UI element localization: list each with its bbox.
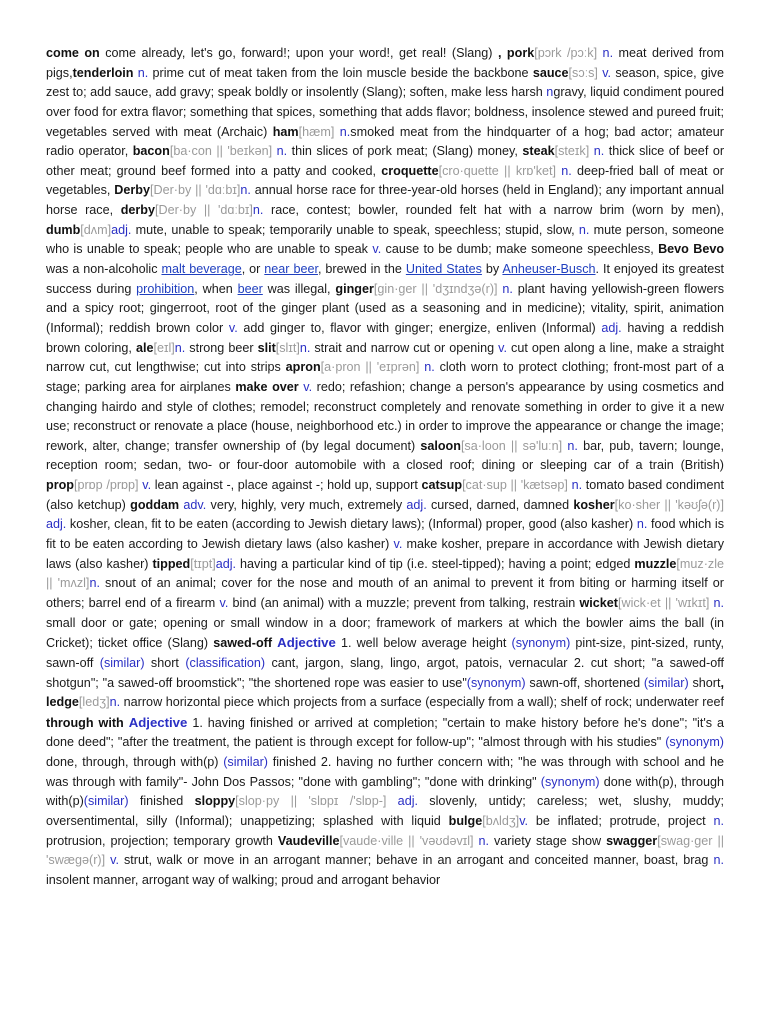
definition-text: was a non-alcoholic bbox=[46, 262, 162, 277]
definition-text: prime cut of meat taken from the loin muscle beside the backbone bbox=[148, 65, 533, 80]
part-of-speech: n. bbox=[252, 203, 264, 218]
definition-text: annual horse race for three-year-old horses (held in England); any important annual horse race, bbox=[46, 183, 724, 218]
definition-text: thick slice of beef or other meat; ground beef formed into a patty and cooked, bbox=[46, 144, 725, 178]
part-of-speech: v. bbox=[393, 537, 403, 552]
relation-tag: (synonym) bbox=[540, 774, 600, 789]
pronunciation: [gin·ger || 'dʒɪndʒə(r)] bbox=[373, 281, 498, 296]
definition-text: strait and narrow cut or opening bbox=[310, 340, 499, 355]
definition-text: kosher, clean, fit to be eaten (according to Jewish dietary laws); (Informal) proper, good (also kasher) bbox=[66, 517, 637, 532]
definition-text: redo; refashion; change a person's appearance by using cosmetics and changing hairdo and style of clothes; remodel; reconstruct completely and renovate something in order to give it a new use; reconstruct or renovate a place (house, neighborhood etc.) in order to improve the appearance or change the image; rework, alter, change; transfer ownership of (by legal document) bbox=[46, 379, 724, 453]
relation-tag: (similar) bbox=[223, 755, 268, 770]
definition-text: mute person, someone who is unable to speak; people who are unable to speak bbox=[46, 222, 724, 257]
definition-text: , or bbox=[241, 262, 265, 277]
definition-text: cloth worn to protect clothing; front-most part of a stage; parking area for airplanes bbox=[46, 360, 724, 394]
part-of-speech: n. bbox=[562, 438, 578, 453]
headword: derby bbox=[120, 203, 155, 218]
part-of-speech: v. bbox=[597, 65, 612, 80]
part-of-speech: v. bbox=[519, 813, 529, 828]
headword: tenderloin bbox=[72, 65, 134, 80]
definition-text: variety stage show bbox=[489, 833, 607, 848]
definition-text: cause to be dumb; make someone speechless, bbox=[381, 242, 659, 257]
part-of-speech: n. bbox=[334, 124, 351, 139]
pronunciation: [prɒp /prɒp] bbox=[73, 478, 139, 493]
part-of-speech: n bbox=[546, 85, 554, 100]
pronunciation: [wick·et || 'wɪkɪt] bbox=[617, 595, 710, 610]
pronunciation: [slɪt] bbox=[275, 340, 300, 355]
part-of-speech: adv. bbox=[179, 497, 207, 512]
part-of-speech: v. bbox=[228, 320, 238, 335]
part-of-speech: n. bbox=[497, 281, 513, 296]
part-of-speech: n. bbox=[89, 576, 100, 591]
definition-text: strong beer bbox=[185, 340, 258, 355]
part-of-speech: n. bbox=[556, 163, 572, 178]
headword: saloon bbox=[420, 438, 461, 453]
definition-text: deep-fried ball of meat or vegetables, bbox=[46, 163, 724, 198]
pronunciation: [pɔrk /pɔːk] bbox=[534, 46, 598, 60]
pronunciation: [vaude·ville || 'vəʊdəvɪl] bbox=[339, 833, 474, 848]
part-of-speech: n. bbox=[419, 360, 435, 375]
part-of-speech: v. bbox=[219, 595, 229, 610]
headword: ham bbox=[272, 124, 299, 139]
definition-text: lean against -, place against -; hold up, support bbox=[151, 478, 422, 493]
pronunciation: [cro·quette || krɒ'ket] bbox=[438, 163, 557, 178]
headword: muzzle bbox=[634, 556, 677, 571]
headword: sawed-off bbox=[213, 636, 273, 651]
headword: catsup bbox=[421, 478, 463, 493]
part-of-speech: n. bbox=[578, 222, 590, 237]
part-of-speech: n. bbox=[109, 695, 121, 710]
definition-text: by bbox=[481, 262, 503, 277]
definition-text: . It enjoyed its greatest success during bbox=[46, 262, 725, 296]
headword: bacon bbox=[132, 144, 170, 159]
headword: kosher bbox=[573, 497, 615, 512]
headword: bulge bbox=[448, 813, 483, 828]
definition-text: meat derived from pigs, bbox=[46, 46, 724, 80]
definition-text: protrusion, projection; temporary growth bbox=[46, 833, 278, 848]
definition-text: cut open along a line, make a straight narrow cut, cut lengthwise; cut into strips bbox=[46, 340, 724, 375]
pronunciation: [cat·sup || 'kætsəp] bbox=[462, 478, 568, 493]
definition-text: make kosher, prepare in accordance with Jewish dietary laws (also kasher) bbox=[46, 537, 724, 571]
headword: swagger bbox=[606, 833, 658, 848]
headword: make over bbox=[235, 379, 299, 394]
definition-text: bind (an animal) with a muzzle; prevent from talking, restrain bbox=[228, 595, 580, 610]
relation-tag: (synonym) bbox=[511, 636, 571, 651]
headword: apron bbox=[285, 360, 321, 375]
wiki-link[interactable]: beer bbox=[237, 281, 263, 296]
definition-text: thin slices of pork meat; (Slang) money, bbox=[287, 144, 523, 159]
pronunciation: [ledʒ] bbox=[78, 695, 110, 710]
part-of-speech: adj. bbox=[406, 497, 427, 512]
part-of-speech: n. bbox=[133, 65, 149, 80]
relation-tag: (similar) bbox=[643, 675, 689, 690]
definition-text: sawn-off, shortened bbox=[525, 675, 644, 690]
definition-text: slovenly, untidy; careless; wet, slushy, muddy; oversentimental, silly (Informal); unappetizing; splashed with liquid bbox=[46, 794, 724, 828]
definition-text: 1. having finished or arrived at completion; "certain to make history before he's done"; "it's a done deed"; "after the treatment, the patient is through except for follow-up"; "almost through with his studies" bbox=[46, 715, 725, 750]
definition-text: snout of an animal; cover for the nose and mouth of an animal to prevent it from biting or harming itself or others; barrel end of a firearm bbox=[46, 576, 724, 610]
definition-text: bar, pub, tavern; lounge, reception room; sedan, two- or four-door automobile with a closed roof; dining or sleeping car of a train (British) bbox=[46, 438, 724, 473]
pronunciation: [Der·by || 'dɑːbɪ] bbox=[149, 183, 241, 198]
relation-tag: (synonym) bbox=[665, 735, 724, 750]
definition-text: 1. well below average height bbox=[335, 636, 512, 651]
pronunciation: [bʌldʒ] bbox=[482, 813, 520, 828]
definition-text: be inflated; protrude, project bbox=[528, 813, 714, 828]
definition-text: was illegal, bbox=[262, 281, 336, 296]
pronunciation: [slop·py || 'slɒpɪ /'slɒp-] bbox=[235, 794, 387, 809]
pronunciation: [tɪpt] bbox=[190, 556, 216, 571]
definition-text: done, through, through with(p) bbox=[46, 755, 224, 770]
part-of-speech: n. bbox=[713, 853, 724, 868]
definition-text: tomato based condiment (also ketchup) bbox=[46, 478, 724, 512]
definition-text: cant, jargon, slang, lingo, argot, patois, vernacular 2. cut short; "a sawed-off shotgun"; "a sawed-off broomstick"; "the shortened rope was easier to use" bbox=[46, 655, 725, 690]
definition-text: cursed, darned, damned bbox=[426, 497, 574, 512]
word-class-label: Adjective bbox=[277, 635, 336, 651]
definition-text: mute, unable to speak; temporarily unable to speak, speechless; stupid, slow, bbox=[131, 222, 579, 237]
headword: Vaudeville bbox=[277, 833, 340, 848]
wiki-link[interactable]: prohibition bbox=[136, 281, 195, 296]
part-of-speech: n. bbox=[299, 340, 311, 355]
wiki-link[interactable]: near beer bbox=[264, 262, 318, 277]
headword: slit bbox=[257, 340, 276, 355]
part-of-speech: v. bbox=[498, 340, 507, 355]
definition-text: very, highly, very much, extremely bbox=[206, 497, 407, 512]
relation-tag: (classification) bbox=[185, 655, 266, 670]
pronunciation: [hæm] bbox=[298, 124, 335, 139]
pronunciation: [muz·zle || 'mʌzl] bbox=[46, 556, 725, 591]
relation-tag: (similar) bbox=[99, 655, 145, 670]
part-of-speech: adj. bbox=[386, 794, 418, 809]
pronunciation: [steɪk] bbox=[554, 144, 590, 159]
definition-text: , brewed in the bbox=[317, 262, 406, 277]
part-of-speech: v. bbox=[105, 853, 119, 868]
dictionary-text bbox=[46, 44, 724, 891]
wiki-link[interactable]: United States bbox=[405, 262, 482, 277]
pronunciation: [eɪl] bbox=[153, 340, 175, 355]
headword: come on bbox=[46, 46, 100, 60]
headword: , pork bbox=[497, 46, 535, 60]
definition-text: , when bbox=[194, 281, 238, 296]
headword: tipped bbox=[152, 556, 191, 571]
definition-text: insolent manner, arrogant way of walking; proud and arrogant behavior bbox=[46, 872, 441, 887]
definition-text: come already, let's go, forward!; upon your word!, get real! (Slang) bbox=[99, 46, 498, 60]
part-of-speech: n. bbox=[713, 813, 724, 828]
pronunciation: [sɔːs] bbox=[568, 65, 598, 80]
definition-text: smoked meat from the hindquarter of a hog; bad actor; amateur radio operator, bbox=[46, 124, 724, 159]
part-of-speech: n. bbox=[636, 517, 648, 532]
definition-text: pint-size, pint-sized, runty, sawn-off bbox=[46, 636, 725, 670]
part-of-speech: v. bbox=[298, 379, 313, 394]
headword: sloppy bbox=[194, 794, 236, 809]
headword: prop bbox=[46, 478, 74, 493]
definition-text: short bbox=[688, 675, 721, 690]
pronunciation: [ba·con || 'beɪkən] bbox=[169, 144, 273, 159]
definition-text: season, spice, give zest to; add sauce, add gravy; speak boldly or insolently (Slang); soften, make less harsh bbox=[46, 65, 724, 100]
word-class-label: Adjective bbox=[128, 714, 188, 730]
headword: steak bbox=[522, 144, 555, 159]
definition-text: small door or gate; opening or small window in a door; framework of markers at which the bowler aims the ball (in Cricket); ticket office (Slang) bbox=[46, 615, 724, 651]
part-of-speech: n. bbox=[174, 340, 186, 355]
part-of-speech: adj. bbox=[111, 222, 132, 237]
headword: croquette bbox=[381, 163, 439, 178]
relation-tag: (synonym) bbox=[466, 675, 526, 690]
definition-text: plant having yellowish-green flowers and a spicy root; gingerroot, root of the ginger plant (used as a seasoning and in medicine); vitality, spirit, animation (Informal); reddish brown color bbox=[46, 281, 724, 335]
part-of-speech: n. bbox=[272, 144, 288, 159]
part-of-speech: adj. bbox=[215, 556, 237, 571]
definition-text: narrow horizontal piece which projects from a surface (especially from a wall); shelf of rock; underwater reef bbox=[120, 695, 724, 710]
pronunciation: [ko·sher || 'kəʊʃə(r)] bbox=[614, 497, 724, 512]
part-of-speech: n. bbox=[709, 595, 725, 610]
wiki-link[interactable]: malt beverage bbox=[161, 262, 242, 277]
part-of-speech: v. bbox=[372, 242, 382, 257]
headword: ale bbox=[135, 340, 154, 355]
part-of-speech: n. bbox=[589, 144, 605, 159]
headword: wicket bbox=[579, 595, 618, 610]
definition-text: gravy, liquid condiment poured over food for extra flavor; something that spices, something that adds flavor; boldness, insolence stewed and pureed fruit; vegetables served with meat (Archaic) bbox=[46, 85, 724, 139]
definition-text: race, contest; bowler, rounded felt hat with a narrow brim (worn by men), bbox=[263, 203, 724, 218]
definition-text: having a reddish brown coloring, bbox=[46, 320, 725, 355]
definition-text: add ginger to, flavor with ginger; energize, enliven (Informal) bbox=[237, 320, 602, 335]
definition-text: short bbox=[144, 655, 186, 670]
definition-text: done with(p), through with(p) bbox=[46, 774, 724, 809]
relation-tag: (similar) bbox=[83, 794, 129, 809]
part-of-speech: n. bbox=[240, 183, 251, 198]
part-of-speech: n. bbox=[567, 478, 583, 493]
pronunciation: [dʌm] bbox=[80, 222, 112, 237]
definition-text: having a particular kind of tip (i.e. steel-tipped); having a point; edged bbox=[236, 556, 635, 571]
definition-text: finished bbox=[128, 794, 195, 809]
pronunciation: [a·pron || 'eɪprən] bbox=[320, 360, 420, 375]
headword: goddam bbox=[130, 497, 180, 512]
definition-text: finished 2. having no further concern with; "he was through with school and he was through with family"- John Dos Passos; "done with gambling"; "done with drinking" bbox=[46, 755, 724, 789]
headword: ginger bbox=[335, 281, 374, 296]
headword: Bevo bbox=[658, 242, 689, 257]
wiki-link[interactable]: Anheuser-Busch bbox=[502, 262, 596, 277]
headword: , ledge bbox=[46, 675, 724, 710]
part-of-speech: adj. bbox=[46, 517, 67, 532]
pronunciation: [swag·ger || 'swægə(r)] bbox=[46, 833, 724, 868]
definition-text: strut, walk or move in an arrogant manner; behave in an arrogant and conceited manner, boast, brag bbox=[118, 853, 714, 868]
part-of-speech: n. bbox=[597, 46, 614, 60]
pronunciation: [Der·by || 'dɑːbɪ] bbox=[154, 203, 253, 218]
headword: sauce bbox=[532, 65, 569, 80]
headword: Bevo bbox=[693, 242, 725, 257]
part-of-speech: adj. bbox=[601, 320, 622, 335]
part-of-speech: n. bbox=[473, 833, 490, 848]
headword: dumb bbox=[46, 222, 81, 237]
headword: through with bbox=[46, 715, 124, 730]
part-of-speech: v. bbox=[138, 478, 152, 493]
headword: Derby bbox=[114, 183, 150, 198]
pronunciation: [sa·loon || sə'luːn] bbox=[460, 438, 563, 453]
definition-text: food which is fit to be eaten according to Jewish dietary laws (also kasher) bbox=[46, 517, 724, 552]
